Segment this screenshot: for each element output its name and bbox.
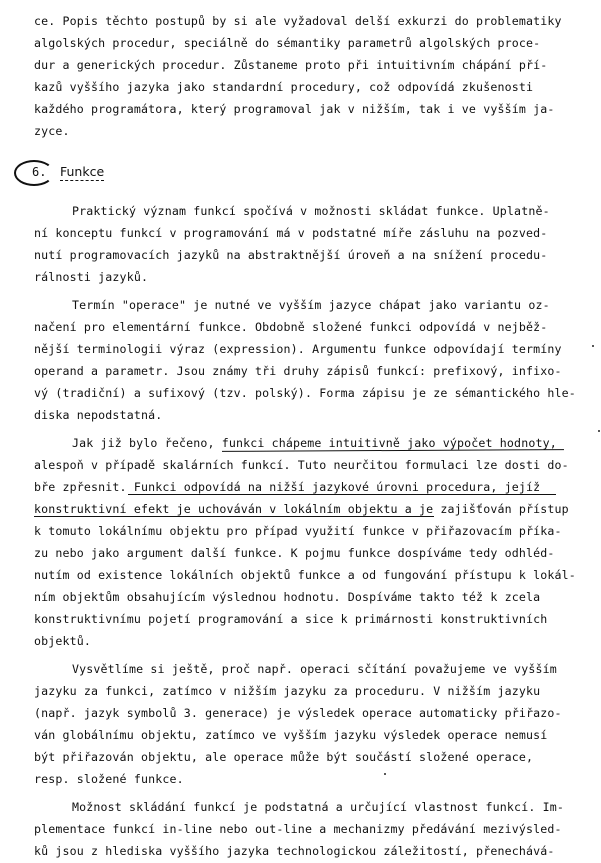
text-line: (např. jazyk symbolů 3. generace) je výsledek operace automaticky přiřazo- (34, 706, 562, 720)
text-line: Vysvětlíme si ještě, proč např. operaci sčítání považujeme ve vyšším (72, 662, 557, 676)
text-line: objektů. (34, 634, 92, 648)
text-line: diska nepodstatná. (34, 408, 163, 422)
text-line: nutím od existence lokálních objektů funkce a od fungování přístupu k lokál- (34, 568, 576, 582)
text-line: plementace funkcí in-line nebo out-line a mechanizmy předávání mezivýsled- (34, 822, 562, 836)
text-line: konstruktivnímu pojetí programování a sice k primárnosti konstruktivních (34, 612, 548, 626)
handwritten-underline (34, 516, 434, 517)
text-line: ní konceptu funkcí v programování má v podstatné míře zásluhu na pozved- (34, 226, 548, 240)
text-line: načení pro elementární funkce. Obdobně složené funkci odpovídá v nejběž- (34, 320, 548, 334)
text-line: jazyku za funkci, zatímco v nižším jazyku za proceduru. V nižším jazyku (34, 684, 541, 698)
section-number: 6. (32, 165, 47, 179)
handwritten-underline (128, 494, 556, 495)
text-line: ce. Popis těchto postupů by si ale vyžadoval delší exkurzi do problematiky (34, 14, 562, 28)
scan-speck (384, 773, 386, 775)
scan-speck (598, 430, 600, 432)
section-title: Funkce (60, 164, 105, 179)
text-line: nější terminologii výraz (expression). Argumentu funkce odpovídají termíny (34, 342, 562, 356)
text-line: resp. složené funkce. (34, 772, 184, 786)
text-line: kazů vyššího jazyka jako standardní procedury, což odpovídá zkušenosti (34, 80, 534, 94)
text-line: ním objektům obsahujícím výslednou hodnotu. Dospíváme takto též k zcela (34, 590, 541, 604)
text-line: rálnosti jazyků. (34, 270, 149, 284)
text-line: zu nebo jako argument další funkce. K pojmu funkce dospíváme tedy odhléd- (34, 546, 555, 560)
text-line: ván globálnímu objektu, zatímco ve vyšším jazyku výsledek operace nemusí (34, 728, 548, 742)
text-line: alespoň v případě skalárních funkcí. Tuto neurčitou formulaci lze dosti do- (34, 458, 569, 472)
text-line: ků jsou z hlediska vyššího jazyka technologickou záležitostí, přenechává- (34, 844, 555, 858)
text-line: dur a generických procedur. Zůstaneme proto při intuitivním chápání pří- (34, 58, 548, 72)
text-line: vý (tradiční) a sufixový (tzv. polský). Forma zápisu je ze sémantického hle- (34, 386, 576, 400)
text-line: Jak již bylo řečeno, funkci chápeme intuitivně jako výpočet hodnoty, (72, 436, 557, 450)
text-line: nutí programovacích jazyků na abstraktnější úroveň a na snížení procedu- (34, 248, 548, 262)
text-line: algolských procedur, speciálně do sémantiky parametrů algolských proce- (34, 36, 541, 50)
text-line: konstruktivní efekt je uchováván v lokálním objektu a je zajišťován přístup (34, 502, 569, 516)
text-line: být přiřazován objektu, ale operace může být součástí složené operace, (34, 750, 534, 764)
text-line: Praktický význam funkcí spočívá v možnosti skládat funkce. Uplatně- (72, 204, 550, 218)
text-line: Možnost skládání funkcí je podstatná a určující vlastnost funkcí. Im- (72, 800, 564, 814)
scan-speck (592, 345, 594, 347)
text-line: bře zpřesnit. Funkci odpovídá na nižší jazykové úrovni procedura, jejíž (34, 480, 541, 494)
text-line: k tomuto lokálnímu objektu pro případ využití funkce v přiřazovacím příka- (34, 524, 562, 538)
text-line: Termín "operace" je nutné ve vyšším jazyce chápat jako variantu oz- (72, 298, 550, 312)
text-line: každého programátora, který programoval jak v nižším, tak i ve vyšším ja- (34, 102, 555, 116)
text-line: operand a parametr. Jsou známy tři druhy zápisů funkcí: prefixový, infixo- (34, 364, 562, 378)
text-line: zyce. (34, 124, 70, 138)
